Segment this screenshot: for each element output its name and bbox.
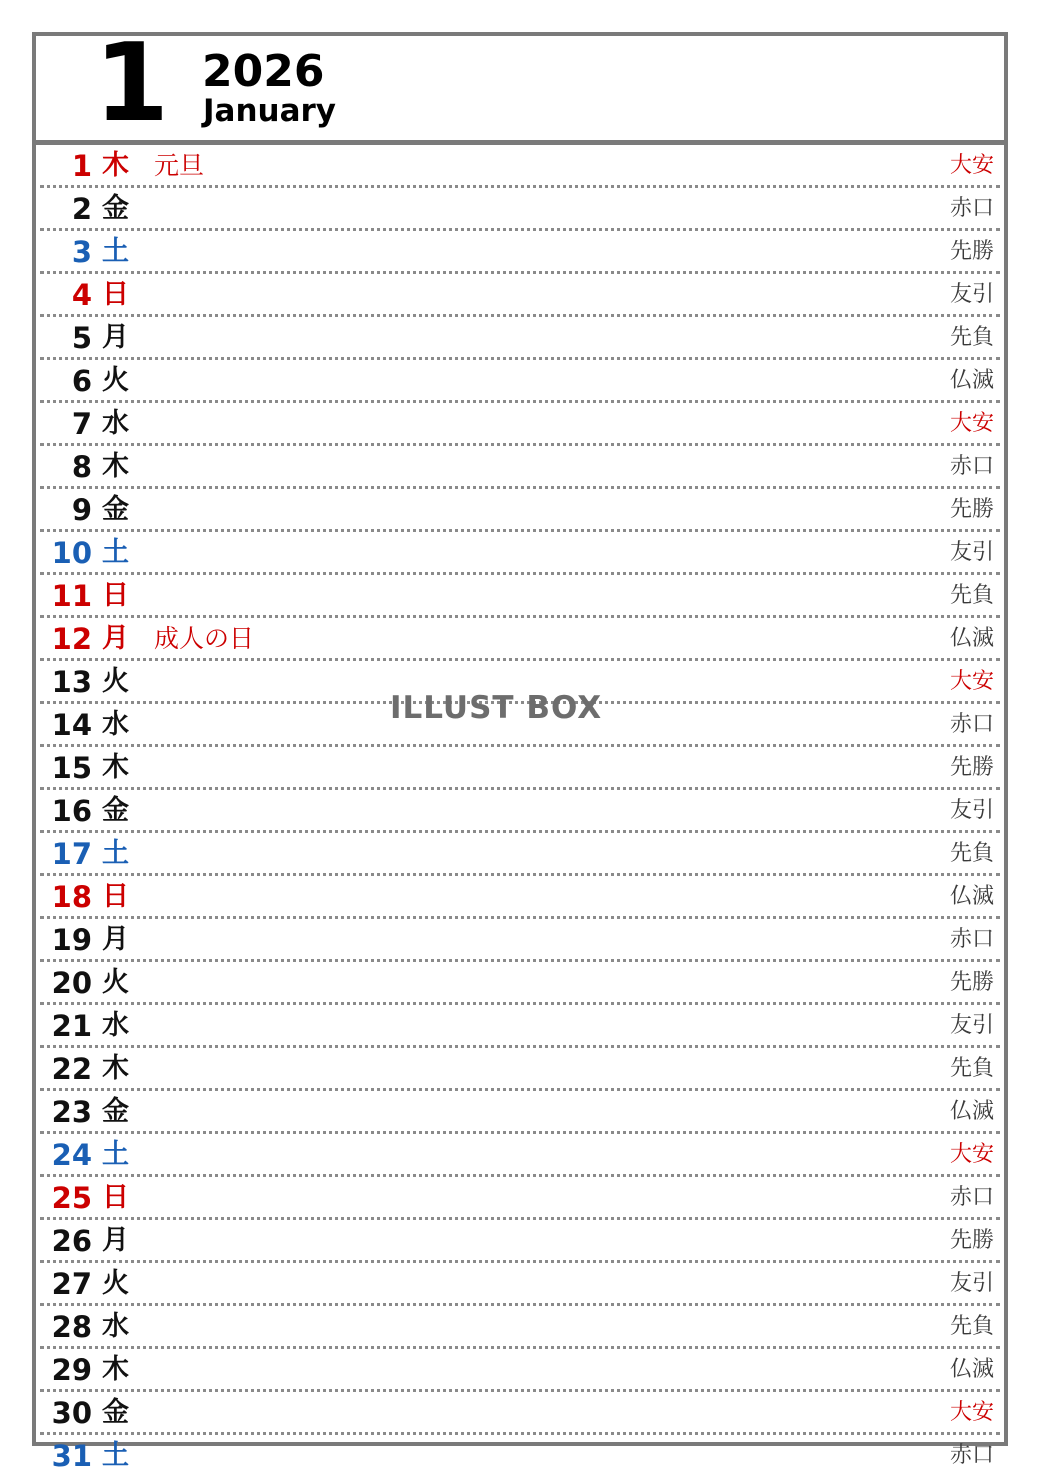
rokuyo-label: 先勝: [949, 239, 994, 264]
holiday-name: 成人の日: [154, 624, 255, 653]
day-number: 4: [71, 278, 92, 312]
day-of-week: 木: [102, 150, 129, 181]
rokuyo-label: 仏滅: [949, 1357, 994, 1382]
day-of-week: 土: [102, 1440, 129, 1471]
day-number: 2: [71, 192, 92, 226]
month-number: 1: [94, 21, 166, 146]
rokuyo-label: 仏滅: [949, 1099, 994, 1124]
rokuyo-label: 先勝: [949, 497, 994, 522]
day-number: 1: [71, 149, 92, 183]
day-number: 7: [71, 407, 92, 441]
day-of-week: 水: [102, 709, 129, 740]
day-number: 24: [51, 1138, 92, 1172]
day-row: [40, 1177, 1000, 1220]
rokuyo-label: 赤口: [949, 712, 994, 737]
rokuyo-label: 大安: [949, 153, 994, 178]
day-row: [40, 274, 1000, 317]
rokuyo-label: 先負: [949, 841, 994, 866]
rokuyo-label: 仏滅: [949, 626, 994, 651]
rokuyo-label: 仏滅: [949, 884, 994, 909]
day-row: [40, 618, 1000, 661]
day-of-week: 日: [102, 881, 129, 912]
day-of-week: 木: [102, 1053, 129, 1084]
day-number: 14: [51, 708, 92, 742]
day-number: 28: [51, 1310, 92, 1344]
day-number: 9: [71, 493, 92, 527]
day-number: 16: [51, 794, 92, 828]
day-of-week: 月: [102, 322, 129, 353]
day-of-week: 金: [102, 193, 129, 224]
day-row: [40, 1392, 1000, 1435]
rokuyo-label: 友引: [949, 540, 994, 565]
day-row: [40, 317, 1000, 360]
day-row: [40, 790, 1000, 833]
rokuyo-label: 仏滅: [949, 368, 994, 393]
rokuyo-label: 友引: [949, 1013, 994, 1038]
day-row: [40, 403, 1000, 446]
day-number: 26: [51, 1224, 92, 1258]
rokuyo-label: 先負: [949, 1056, 994, 1081]
day-row: [40, 489, 1000, 532]
day-row: [40, 1349, 1000, 1392]
day-of-week: 火: [102, 365, 129, 396]
rokuyo-label: 赤口: [949, 454, 994, 479]
day-of-week: 木: [102, 752, 129, 783]
day-of-week: 土: [102, 236, 129, 267]
day-row: [40, 145, 1000, 188]
day-row: [40, 876, 1000, 919]
day-row: [40, 360, 1000, 403]
day-number: 31: [51, 1439, 92, 1473]
rokuyo-label: 先勝: [949, 755, 994, 780]
rokuyo-label: 先負: [949, 325, 994, 350]
day-of-week: 日: [102, 279, 129, 310]
day-row: [40, 962, 1000, 1005]
day-row: [40, 1306, 1000, 1349]
day-number: 29: [51, 1353, 92, 1387]
day-of-week: 金: [102, 1397, 129, 1428]
day-of-week: 火: [102, 967, 129, 998]
rokuyo-label: 友引: [949, 1271, 994, 1296]
day-row: [40, 532, 1000, 575]
day-number: 21: [51, 1009, 92, 1043]
day-number: 30: [51, 1396, 92, 1430]
month-name: January: [203, 93, 337, 129]
day-number: 12: [51, 622, 92, 656]
day-number: 20: [51, 966, 92, 1000]
rokuyo-label: 先勝: [949, 1228, 994, 1253]
day-row: [40, 188, 1000, 231]
rokuyo-label: 先負: [949, 1314, 994, 1339]
day-number: 11: [51, 579, 92, 613]
day-number: 27: [51, 1267, 92, 1301]
day-number: 18: [51, 880, 92, 914]
day-number: 25: [51, 1181, 92, 1215]
day-number: 22: [51, 1052, 92, 1086]
day-of-week: 日: [102, 1182, 129, 1213]
day-of-week: 土: [102, 838, 129, 869]
rokuyo-label: 赤口: [949, 927, 994, 952]
rokuyo-label: 大安: [949, 1400, 994, 1425]
day-of-week: 月: [102, 623, 129, 654]
day-number: 19: [51, 923, 92, 957]
rokuyo-label: 赤口: [949, 1185, 994, 1210]
day-of-week: 日: [102, 580, 129, 611]
watermark: ILLUST BOX: [390, 690, 603, 726]
day-row: [40, 1220, 1000, 1263]
day-row: [40, 231, 1000, 274]
rokuyo-label: 先勝: [949, 970, 994, 995]
rokuyo-label: 友引: [949, 798, 994, 823]
rokuyo-label: 大安: [949, 1142, 994, 1167]
day-number: 10: [51, 536, 92, 570]
holiday-name: 元旦: [154, 151, 205, 180]
day-row: [40, 446, 1000, 489]
day-of-week: 火: [102, 666, 129, 697]
day-of-week: 月: [102, 924, 129, 955]
day-number: 8: [71, 450, 92, 484]
day-of-week: 土: [102, 1139, 129, 1170]
day-list: [36, 145, 1004, 1475]
day-of-week: 金: [102, 795, 129, 826]
day-of-week: 土: [102, 537, 129, 568]
day-row: [40, 833, 1000, 876]
rokuyo-label: 大安: [949, 669, 994, 694]
day-number: 13: [51, 665, 92, 699]
rokuyo-label: 大安: [949, 411, 994, 436]
day-number: 3: [71, 235, 92, 269]
rokuyo-label: 友引: [949, 282, 994, 307]
day-number: 6: [71, 364, 92, 398]
calendar-header: [36, 21, 1004, 146]
day-of-week: 水: [102, 408, 129, 439]
year-label: 2026: [202, 46, 325, 97]
day-of-week: 火: [102, 1268, 129, 1299]
day-row: [40, 919, 1000, 962]
day-number: 17: [51, 837, 92, 871]
day-of-week: 金: [102, 1096, 129, 1127]
day-row: [40, 1048, 1000, 1091]
day-number: 15: [51, 751, 92, 785]
day-row: [40, 1091, 1000, 1134]
day-number: 5: [71, 321, 92, 355]
rokuyo-label: 赤口: [949, 1443, 994, 1468]
day-of-week: 木: [102, 451, 129, 482]
day-row: [40, 575, 1000, 618]
day-row: [40, 1435, 1000, 1475]
rokuyo-label: 先負: [949, 583, 994, 608]
calendar-frame: [32, 21, 1008, 1473]
day-row: [40, 1263, 1000, 1306]
day-of-week: 水: [102, 1010, 129, 1041]
day-row: [40, 1005, 1000, 1048]
day-of-week: 月: [102, 1225, 129, 1256]
day-row: [40, 1134, 1000, 1177]
day-of-week: 木: [102, 1354, 129, 1385]
day-row: [40, 747, 1000, 790]
day-of-week: 金: [102, 494, 129, 525]
day-of-week: 水: [102, 1311, 129, 1342]
rokuyo-label: 赤口: [949, 196, 994, 221]
day-number: 23: [51, 1095, 92, 1129]
